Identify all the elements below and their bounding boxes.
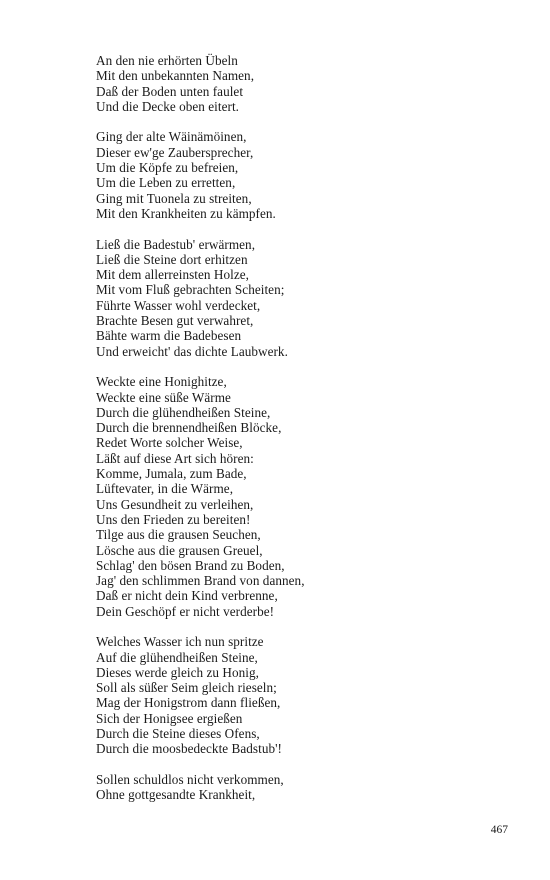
verse-line: Ging der alte Wäinämöinen, xyxy=(96,129,247,145)
stanza-2 xyxy=(96,129,496,221)
verse-line: Bähte warm die Badebesen xyxy=(96,328,242,344)
verse-line: Durch die brennendheißen Blöcke, xyxy=(96,420,282,436)
verse-line: Mit den Krankheiten zu kämpfen. xyxy=(96,205,276,221)
stanza-3 xyxy=(96,237,496,359)
verse-line: Jag' den schlimmen Brand von dannen, xyxy=(96,573,305,589)
verse-line: Brachte Besen gut verwahret, xyxy=(96,313,254,329)
verse-line: Mag der Honigstrom dann fließen, xyxy=(96,695,281,711)
verse-line: Redet Worte solcher Weise, xyxy=(96,435,243,451)
verse-line: Um die Leben zu erretten, xyxy=(96,175,236,191)
stanza-6 xyxy=(96,772,496,803)
verse-line: Weckte eine Honighitze, xyxy=(96,374,227,390)
stanza-5 xyxy=(96,634,496,756)
verse-line: Uns Gesundheit zu verleihen, xyxy=(96,496,254,512)
poem-body xyxy=(96,53,496,818)
verse-line: Und erweicht' das dichte Laubwerk. xyxy=(96,343,288,359)
verse-line: Dieser ew'ge Zaubersprecher, xyxy=(96,144,254,160)
verse-line: Dieses werde gleich zu Honig, xyxy=(96,664,259,680)
verse-line: Durch die moosbedeckte Badstub'! xyxy=(96,741,282,757)
verse-line: Mit vom Fluß gebrachten Scheiten; xyxy=(96,282,285,298)
verse-line: Ging mit Tuonela zu streiten, xyxy=(96,190,252,206)
verse-line: Führte Wasser wohl verdecket, xyxy=(96,297,261,313)
verse-line: Durch die glühendheißen Steine, xyxy=(96,404,271,420)
stanza-4 xyxy=(96,374,496,619)
verse-line: Tilge aus die grausen Seuchen, xyxy=(96,527,261,543)
verse-line: Läßt auf diese Art sich hören: xyxy=(96,450,254,466)
verse-line: Und die Decke oben eitert. xyxy=(96,98,240,114)
verse-line: Weckte eine süße Wärme xyxy=(96,389,231,405)
verse-line: Sollen schuldlos nicht verkommen, xyxy=(96,771,284,787)
verse-line: Mit dem allerreinsten Holze, xyxy=(96,267,250,283)
verse-line: Daß er nicht dein Kind verbrenne, xyxy=(96,588,278,604)
verse-line: An den nie erhörten Übeln xyxy=(96,53,238,68)
stanza-1 xyxy=(96,53,496,114)
verse-line: Komme, Jumala, zum Bade, xyxy=(96,466,247,482)
verse-line: Ließ die Steine dort erhitzen xyxy=(96,251,248,267)
page-number: 467 xyxy=(490,824,508,836)
verse-line: Welches Wasser ich nun spritze xyxy=(96,634,264,650)
verse-line: Schlag' den bösen Brand zu Boden, xyxy=(96,557,285,573)
verse-line: Durch die Steine dieses Ofens, xyxy=(96,726,260,742)
verse-line: Soll als süßer Seim gleich rieseln; xyxy=(96,680,277,696)
verse-line: Ließ die Badestub' erwärmen, xyxy=(96,236,256,252)
verse-line: Lüftevater, in die Wärme, xyxy=(96,481,234,497)
verse-line: Dein Geschöpf er nicht verderbe! xyxy=(96,603,275,619)
verse-line: Sich der Honigsee ergießen xyxy=(96,710,243,726)
verse-line: Daß der Boden unten faulet xyxy=(96,83,244,99)
verse-line: Auf die glühendheißen Steine, xyxy=(96,649,258,665)
verse-line: Ohne gottgesandte Krankheit, xyxy=(96,787,256,803)
verse-line: Um die Köpfe zu befreien, xyxy=(96,160,239,176)
verse-line: Lösche aus die grausen Greuel, xyxy=(96,542,263,558)
verse-line: Mit den unbekannten Namen, xyxy=(96,68,255,84)
verse-line: Uns den Frieden zu bereiten! xyxy=(96,511,251,527)
